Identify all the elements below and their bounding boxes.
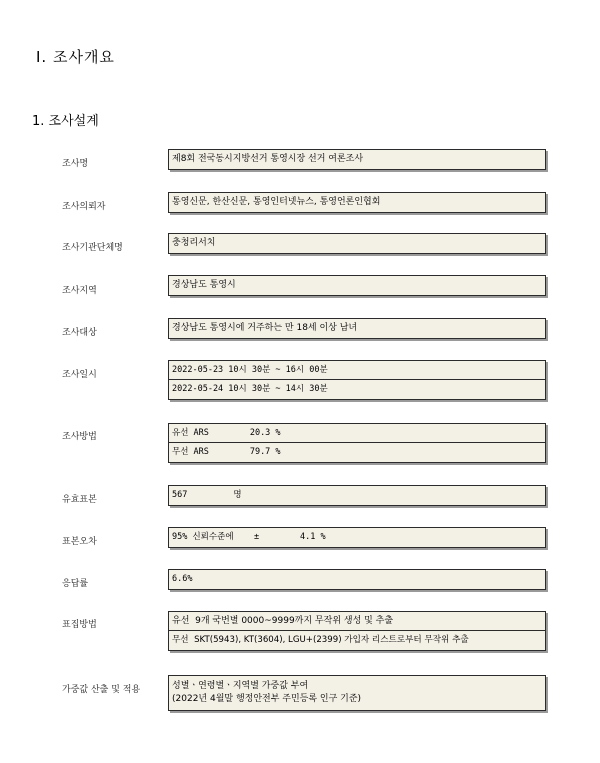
value-agency: 충청리서치 (172, 238, 216, 248)
value-error: 95% 신뢰수준에 ± 4.1 % (172, 532, 326, 542)
subsection-title: 1. 조사설계 (32, 114, 99, 129)
label-datetime: 조사일시 (62, 370, 97, 380)
label-error: 표본오차 (62, 537, 97, 547)
label-target: 조사대상 (62, 328, 97, 338)
value-target: 경상남도 통영시에 거주하는 만 18세 이상 남녀 (172, 323, 358, 333)
value-sampling-landline: 유선 9개 국번별 0000~9999까지 무작위 생성 및 추출 (169, 612, 545, 631)
value-method-landline: 유선 ARS 20.3 % (169, 424, 545, 443)
section-title: Ⅰ. 조사개요 (36, 48, 115, 66)
label-method: 조사방법 (62, 432, 97, 442)
label-agency: 조사기관단체명 (62, 243, 123, 253)
label-client: 조사의뢰자 (62, 202, 106, 212)
value-weighting (169, 676, 545, 710)
field-agency (168, 233, 546, 254)
field-sampling (168, 611, 546, 651)
value-datetime-day1: 2022-05-23 10시 30분 ~ 16시 00분 (169, 361, 545, 380)
field-region (168, 275, 546, 296)
value-weighting-line1: 성별ㆍ연령별ㆍ지역별 가중값 부여 (172, 681, 309, 691)
label-sampling: 표집방법 (62, 620, 97, 630)
label-region: 조사지역 (62, 286, 97, 296)
label-response-rate: 응답률 (62, 579, 89, 589)
value-datetime-day2: 2022-05-24 10시 30분 ~ 14시 30분 (172, 384, 328, 394)
label-sample: 유효표본 (62, 495, 97, 505)
label-survey-name: 조사명 (62, 159, 89, 169)
value-method-mobile: 무선 ARS 79.7 % (172, 447, 281, 457)
value-sampling-mobile: 무선 SKT(5943), KT(3604), LGU+(2399) 가입자 리스트로부터 무작위 추출 (172, 635, 469, 645)
field-sample (168, 485, 546, 506)
value-response-rate: 6.6% (172, 574, 193, 584)
field-response-rate (168, 569, 546, 590)
value-region: 경상남도 통영시 (172, 280, 236, 290)
label-weighting: 가중값 산출 및 적용 (62, 685, 141, 695)
field-datetime (168, 360, 546, 400)
value-survey-name: 제8회 전국동시지방선거 통영시장 선거 여론조사 (172, 154, 364, 164)
field-method (168, 423, 546, 463)
field-weighting (168, 675, 546, 711)
field-target (168, 318, 546, 339)
field-client (168, 192, 546, 213)
field-survey-name (168, 149, 546, 170)
field-error (168, 527, 546, 548)
value-client: 통영신문, 한산신문, 통영인터넷뉴스, 통영언론인협회 (172, 197, 381, 207)
value-sample: 567 명 (172, 490, 242, 500)
value-weighting-line2: (2022년 4월말 행정안전부 주민등록 인구 기준) (172, 694, 362, 704)
